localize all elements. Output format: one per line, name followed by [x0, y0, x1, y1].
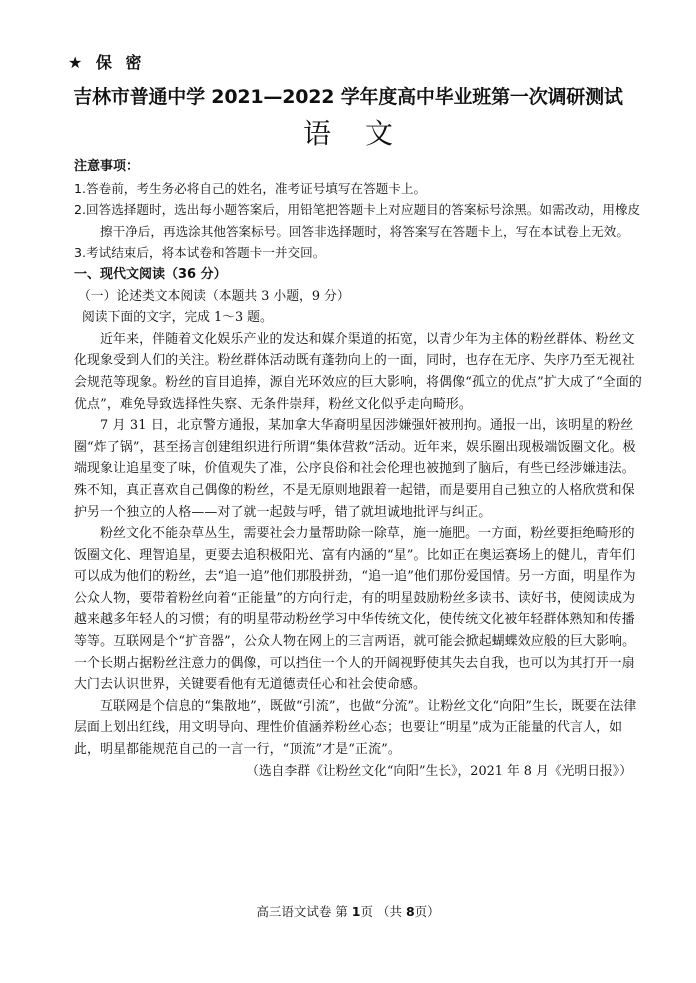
article-paragraph-1: 近年来，伴随着文化娱乐产业的发达和媒介渠道的拓宽，以青少年为主体的粉丝群体、粉丝文化现象受到人们的关注。粉丝群体活动既有蓬勃向上的一面，同时，也存在无序、失序乃至无视社会规范等现象。粉丝的盲目追捧，源自光环效应的巨大影响，将偶像“孤立的优点”扩大成了“全面的优点”，难免导致选择性失察、无条件崇拜，粉丝文化似乎走向畸形。: [74, 331, 642, 412]
article-paragraph-3: 粉丝文化不能杂草丛生，需要社会力量帮助除一除草，施一施肥。一方面，粉丝要拒绝畸形的饭圈文化、理智追星，更要去追积极阳光、富有内涵的“星”。比如正在奥运赛场上的健儿，青年们可以成为他们的粉丝，去“追一追”他们那股拼劲，“追一追”他们那份爱国情。另一方面，明星作为公众人物，要带着粉丝向着“正能量”的方向行走，有的明星鼓励粉丝多读书、读好书，使阅读成为越来越多年轻人的习惯；有的明星带动粉丝学习中华传统文化，使传统文化被年轻群体熟知和传播等等。互联网是个“扩音器”，公众人物在网上的三言两语，就可能会掀起蝴蝶效应般的巨大影响。一个长期占据粉丝注意力的偶像，可以挡住一个人的开阔视野使其失去自我，也可以为其打开一扇大门去认识世界，关键要看他有无道德责任心和社会使命感。: [74, 526, 636, 693]
footer-page-number: 1: [351, 904, 361, 919]
notice-item-1: 1.答卷前，考生务必将自己的姓名，准考证号填写在答题卡上。: [74, 180, 427, 196]
reading-instruction: 阅读下面的文字，完成 1～3 题。: [82, 310, 273, 326]
notice-item-3: 3.考试结束后，将本试卷和答题卡一并交回。: [74, 245, 326, 261]
footer-suffix: 页）: [414, 904, 440, 919]
article-paragraph-4: 互联网是个信息的“集散地”，既做“引流”，也做“分流”。让粉丝文化“向阳”生长，既要在法律层面上划出红线，用文明导向、理性价值涵养粉丝心态；也要让“明星”成为正能量的代言人，如此，明星都能规范自己的一言一行，“顶流”才是“正流”。: [74, 698, 637, 758]
section-title: 一、现代文阅读（36 分）: [74, 266, 227, 282]
notice-item-2: 2.回答选择题时，选出每小题答案后，用铅笔把答题卡上对应题目的答案标号涂黑。如需改动，用橡皮擦干净后，再选涂其他答案标号。回答非选择题时，将答案写在答题卡上，写在本试卷上无效。: [74, 202, 641, 239]
confidential-mark: ★ 保 密: [68, 53, 146, 72]
section-subtitle: （一）论述类文本阅读（本题共 3 小题，9 分）: [78, 288, 350, 304]
exam-body: [74, 156, 642, 782]
footer-mid: 页 （共: [360, 904, 402, 919]
page-footer: [0, 902, 696, 920]
footer-total-pages: 8: [405, 904, 415, 919]
footer-prefix: 高三语文试卷 第: [256, 904, 348, 919]
notice-title: 注意事项：: [74, 159, 140, 174]
exam-title: 吉林市普通中学 2021—2022 学年度高中毕业班第一次调研测试: [73, 86, 623, 108]
article-paragraph-2: 7 月 31 日，北京警方通报，某加拿大华裔明星因涉嫌强奸被刑拘。通报一出，该明星的粉丝圈“炸了锅”，甚至扬言创建组织进行所谓“集体营救”活动。近年来，娱乐圈出现极端饭圈文化。极端现象让追星变了味，价值观失了准，公序良俗和社会伦理也被抛到了脑后，有些已经涉嫌违法。殊不知，真正喜欢自己偶像的粉丝，不是无原则地跟着一起错，而是要用自己独立的人格欣赏和保护另一个独立的人格——对了就一起鼓与呼，错了就坦诚地批评与纠正。: [74, 418, 636, 520]
subject-title: 语文: [302, 117, 427, 150]
article-source: （选自李群《让粉丝文化“向阳”生长》，2021 年 8 月《光明日报》）: [246, 763, 632, 779]
